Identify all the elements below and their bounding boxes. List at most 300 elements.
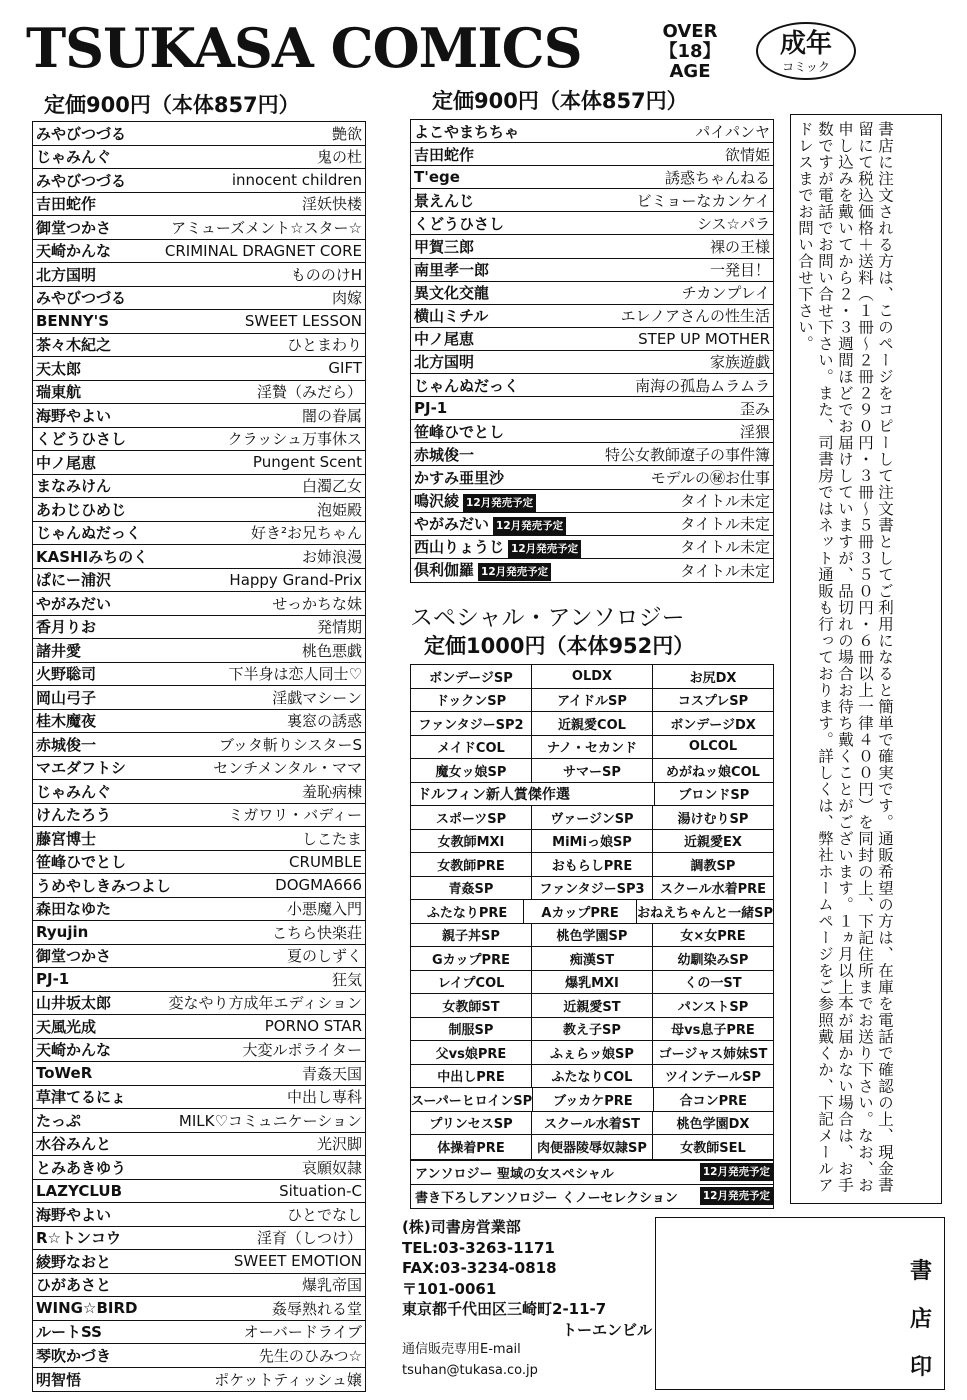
author-name: じゃみんぐ — [36, 148, 112, 167]
book-title: 発情期 — [316, 618, 362, 637]
author-name-text: 西山りょうじ — [414, 537, 505, 556]
anthology-cell: ゴージャス姉妹ST — [658, 1046, 768, 1062]
book-title: Happy Grand-Prix — [229, 570, 362, 589]
author-name — [414, 375, 519, 396]
author-name: ぱにー浦沢 — [36, 571, 112, 590]
anthology-cell: 女教師ST — [411, 994, 532, 1017]
anthology-cell: 痴漢ST — [532, 947, 653, 970]
book-title: タイトル未定 — [680, 538, 770, 557]
title-row — [411, 351, 773, 374]
anthology-cell: サマーSP — [532, 759, 653, 782]
anthology-cell: OLCOL — [688, 739, 738, 755]
author-name — [414, 168, 460, 186]
author-name — [414, 421, 504, 442]
title-row — [33, 1062, 365, 1086]
title-row — [33, 898, 365, 922]
title-row — [33, 216, 365, 240]
title-row — [411, 120, 773, 143]
book-title: こちら快楽荘 — [271, 923, 362, 942]
author-name: くどうひさし — [36, 430, 127, 449]
author-name: 御堂つかさ — [36, 218, 112, 237]
author-name-text: 鳴沢綾 — [414, 491, 460, 510]
anthology-row — [411, 971, 773, 995]
title-row — [33, 475, 365, 499]
author-name: マエダフトシ — [36, 759, 127, 778]
title-row — [33, 522, 365, 546]
author-name: たっぷ — [36, 1111, 82, 1130]
anthology-item — [411, 1161, 773, 1185]
author-name: 吉田蛇作 — [36, 195, 97, 214]
book-title: オーバードライブ — [243, 1323, 362, 1342]
anthology-cell: 合コンPRE — [679, 1093, 748, 1109]
author-name-text: 異文化交龍 — [414, 284, 490, 303]
book-title: 中出し専科 — [286, 1088, 362, 1107]
tel: TEL:03-3263-1171 — [402, 1238, 555, 1257]
age-rating-line: AGE — [669, 61, 711, 82]
anthology-cell: 女×女PRE — [680, 929, 746, 945]
author-name: けんたろう — [36, 806, 112, 825]
age-rating — [642, 22, 738, 82]
anthology-cell: 肉便器陵辱奴隷SP — [532, 1135, 653, 1159]
anthology-row — [411, 994, 773, 1018]
title-row — [411, 189, 773, 212]
author-name: 桂木魔夜 — [36, 712, 97, 731]
title-row — [33, 1250, 365, 1274]
book-title: PORNO STAR — [264, 1017, 362, 1036]
title-row — [411, 282, 773, 305]
book-title: エレノアさんの性生活 — [620, 307, 770, 326]
anthology-row — [411, 900, 773, 924]
book-title: 鬼の杜 — [316, 148, 362, 167]
author-name: 茶々木紀之 — [36, 336, 112, 355]
author-name-text: 北方国明 — [414, 353, 475, 372]
book-title: SWEET LESSON — [244, 312, 362, 331]
anthology-row — [411, 1018, 773, 1042]
release-badge: 12月発売予定 — [478, 563, 551, 581]
anthology-row — [411, 1088, 773, 1112]
email-label: 通信販売専用E-mail — [402, 1342, 521, 1357]
title-row — [411, 490, 773, 513]
book-title: 好き²お兄ちゃん — [250, 524, 362, 543]
author-name-text: よこやまちちゃ — [414, 122, 520, 141]
book-title: Situation-C — [279, 1181, 362, 1200]
anthology-cell: メイドCOL — [411, 736, 532, 759]
anthology-cell: ファンタジーSP2 — [411, 712, 532, 735]
release-badge: 12月発売予定 — [700, 1163, 773, 1181]
contact-info — [402, 1217, 652, 1381]
title-row — [33, 310, 365, 334]
title-row — [33, 569, 365, 593]
title-row — [33, 592, 365, 616]
special-anthology-grid — [410, 664, 774, 1160]
book-title: SWEET EMOTION — [233, 1252, 362, 1271]
anthology-cell: 親子丼SP — [411, 924, 532, 947]
author-name: 海野やよい — [36, 1205, 112, 1224]
book-title: 小悪魔入門 — [286, 900, 362, 919]
title-row — [33, 334, 365, 358]
author-name-text: 横山ミチル — [414, 307, 489, 326]
title-row — [33, 804, 365, 828]
title-row — [33, 1015, 365, 1039]
book-title: 変なやり方成年エディション — [168, 994, 362, 1013]
author-name: Ryujin — [36, 923, 89, 942]
book-title: せっかちな妹 — [272, 594, 362, 613]
anthology-cell: 体操着PRE — [411, 1135, 532, 1159]
title-row — [33, 498, 365, 522]
author-name — [414, 305, 488, 326]
anthology-cell: 魔女ッ娘SP — [411, 759, 532, 782]
author-name — [414, 399, 447, 417]
title-row — [33, 780, 365, 804]
author-name: 赤城俊一 — [36, 735, 97, 754]
author-name: ルートSS — [36, 1323, 102, 1342]
anthology-row — [411, 1135, 773, 1159]
anthology-cell: おもらしPRE — [532, 853, 653, 876]
order-notice-text: 書店に注文される方は、このページをコピーして注文書としてご利用になると簡単で確実です。通販希望の方は、在庫を電話で確認の上、現金書留にて税込価格＋送料（１冊〜２冊２９０円・３冊〜５冊３５０円・６冊以上一律４００円）を同封の上、下記住所までお送り下さい。なお、お申し込みを戴いてから２・３週間ほどでお届けしていますが、品切れの場合お待ち戴くことがございます。１ヵ月以上本が届かない場合は、お手数ですが電話でお問い合せ下さい。また、司書房ではネット通販も行っております。詳しくは、弊社ホームページをご参照戴くか、下記メールアドレスまでお問い合せ下さい。 — [796, 121, 894, 1194]
author-name: 山井坂太郎 — [36, 994, 112, 1013]
title-row — [33, 240, 365, 264]
title-row — [33, 357, 365, 381]
book-title: STEP UP MOTHER — [638, 329, 770, 348]
anthology-cell: ボンデージSP — [411, 665, 532, 688]
book-title: 闇の眷属 — [301, 406, 362, 425]
book-title: お姉浪漫 — [301, 547, 362, 566]
book-title: Pungent Scent — [252, 453, 362, 472]
title-row — [33, 451, 365, 475]
title-row — [411, 305, 773, 328]
title-row — [411, 420, 773, 443]
anthology-cell: アイドルSP — [532, 689, 653, 712]
anthology-cell: 父vs娘PRE — [411, 1041, 532, 1064]
book-title: ビミョーなカンケイ — [636, 191, 770, 210]
author-name: 天風光成 — [36, 1017, 97, 1036]
book-title: 肉嫁 — [331, 289, 362, 308]
brand-title: TSUKASA COMICS — [26, 16, 582, 80]
title-row — [33, 851, 365, 875]
release-badge: 12月発売予定 — [700, 1187, 773, 1205]
author-name: 笹峰ひでとし — [36, 853, 127, 872]
author-name: 明智悟 — [36, 1370, 82, 1389]
price-left: 定価900円（本体857円） — [44, 93, 300, 117]
author-name-text: かすみ亜里沙 — [414, 468, 505, 487]
title-row — [33, 874, 365, 898]
anthology-cell: パンストSP — [677, 999, 749, 1015]
title-row — [33, 1274, 365, 1298]
book-title: 姦辱熟れる堂 — [271, 1299, 362, 1318]
special-price: 定価1000円（本体952円） — [424, 634, 695, 658]
title-row — [33, 686, 365, 710]
title-row — [411, 259, 773, 282]
book-title: 泡姫殿 — [316, 500, 362, 519]
anthology-row — [411, 924, 773, 948]
book-title: 誘惑ちゃんねる — [664, 168, 770, 187]
book-title: 白濁乙女 — [301, 477, 362, 496]
anthology-row — [411, 853, 773, 877]
author-name: あわじひめじ — [36, 500, 127, 519]
anthology-row — [411, 1041, 773, 1065]
anthology-title: 書き下ろしアンソロジー くノーセレクション — [415, 1190, 678, 1206]
author-name: PJ-1 — [36, 970, 70, 989]
author-name: 北方国明 — [36, 265, 97, 284]
anthology-cell: ツインテールSP — [665, 1070, 761, 1086]
author-name-text: 南里孝一郎 — [414, 261, 490, 280]
author-name: 火野聡司 — [36, 665, 97, 684]
anthology-row — [411, 759, 773, 783]
anthology-cell: ドルフィン新人賞傑作選 — [411, 783, 655, 806]
author-name: みやびつづる — [36, 124, 127, 143]
anthology-list — [410, 1160, 774, 1209]
title-row — [411, 328, 773, 351]
book-title: ミガワリ・バディー — [228, 806, 362, 825]
anthology-cell: 女教師MXI — [411, 830, 532, 853]
author-name: 瑞東航 — [36, 383, 82, 402]
title-row — [33, 1344, 365, 1368]
title-row — [33, 287, 365, 311]
author-name — [414, 328, 474, 349]
title-row — [33, 1180, 365, 1204]
release-badge: 12月発売予定 — [508, 540, 581, 558]
anthology-cell: ブロンドSP — [678, 788, 750, 804]
title-row — [33, 1086, 365, 1110]
adult-sub-label: コミック — [782, 60, 830, 74]
author-name-text: PJ-1 — [414, 399, 448, 418]
author-name — [414, 213, 504, 234]
book-title: CRIMINAL DRAGNET CORE — [164, 241, 362, 260]
title-row — [33, 1203, 365, 1227]
title-row — [33, 1133, 365, 1157]
anthology-row — [411, 947, 773, 971]
author-name — [414, 490, 536, 512]
title-row — [33, 1039, 365, 1063]
book-title: 爆乳帝国 — [301, 1276, 362, 1295]
title-row — [33, 663, 365, 687]
title-row — [33, 827, 365, 851]
book-title: 一発目！ — [709, 261, 770, 280]
anthology-cell: GカップPRE — [411, 947, 532, 970]
anthology-cell: 桃色学園DX — [676, 1117, 750, 1133]
title-row — [33, 1297, 365, 1321]
book-title: 淫贄（みだら） — [256, 383, 362, 402]
book-title: タイトル未定 — [680, 561, 770, 580]
book-title: 南海の孤島ムラムラ — [635, 376, 770, 395]
age-rating-line: 【18】 — [659, 41, 721, 62]
author-name: KASHIみちのく — [36, 547, 149, 566]
email: tsuhan@tukasa.co.jp — [402, 1362, 538, 1378]
author-name-text: 中ノ尾恵 — [414, 330, 475, 349]
author-name: やがみだい — [36, 594, 112, 613]
anthology-cell: ナノ・セカンド — [532, 736, 653, 759]
author-name-text: 倶利伽羅 — [414, 561, 475, 580]
anthology-cell: ブッカケPRE — [533, 1088, 653, 1111]
book-title: GIFT — [328, 359, 362, 378]
anthology-cell: 近親愛EX — [684, 835, 742, 851]
book-title: タイトル未定 — [680, 515, 770, 534]
title-row — [33, 945, 365, 969]
author-name: 諸井愛 — [36, 641, 82, 660]
anthology-cell: ふぇらッ娘SP — [532, 1041, 653, 1064]
author-name-text: やがみだい — [414, 514, 490, 533]
title-row — [33, 1321, 365, 1345]
title-row — [411, 143, 773, 166]
title-row — [33, 968, 365, 992]
book-title: 桃色悪戯 — [301, 641, 362, 660]
title-row — [33, 639, 365, 663]
author-name — [414, 282, 489, 303]
author-name: 岡山弓子 — [36, 688, 97, 707]
anthology-row — [411, 736, 773, 760]
anthology-row — [411, 689, 773, 713]
title-row — [33, 1109, 365, 1133]
anthology-row — [411, 877, 773, 901]
book-title: 淫育（しつけ） — [256, 1229, 362, 1248]
author-name: じゃんぬだっく — [36, 524, 142, 543]
address-building: トーエンビル — [561, 1320, 652, 1339]
anthology-cell: 桃色学園SP — [532, 924, 653, 947]
author-name-text: 吉田蛇作 — [414, 145, 475, 164]
anthology-cell: 中出しPRE — [411, 1065, 532, 1088]
anthology-row — [411, 830, 773, 854]
author-name: 天太郎 — [36, 359, 82, 378]
book-title: 大変ルポライター — [242, 1041, 362, 1060]
book-title: タイトル未定 — [680, 492, 770, 511]
title-row — [33, 1227, 365, 1251]
anthology-cell: プリンセスSP — [411, 1112, 532, 1135]
adult-comic-badge — [756, 22, 856, 80]
anthology-cell: 教え子SP — [532, 1018, 653, 1041]
anthology-cell: 近親愛COL — [532, 712, 653, 735]
title-row — [33, 921, 365, 945]
anthology-cell: ふたなりCOL — [532, 1065, 653, 1088]
book-title: 淫妖快楼 — [301, 195, 362, 214]
title-row — [411, 374, 773, 397]
fax: FAX:03-3234-0818 — [402, 1259, 557, 1277]
title-row — [33, 616, 365, 640]
bookstore-stamp-box — [655, 1217, 945, 1390]
book-title: チカンプレイ — [681, 284, 770, 303]
anthology-cell: めがねッ娘COL — [666, 764, 760, 780]
anthology-cell: お尻DX — [689, 670, 737, 686]
author-name-text: くどうひさし — [414, 214, 505, 233]
author-name — [414, 559, 551, 581]
author-name: ToWeR — [36, 1064, 93, 1083]
author-name: LAZYCLUB — [36, 1181, 123, 1200]
company-name: (株)司書房営業部 — [402, 1218, 521, 1236]
title-row — [33, 169, 365, 193]
title-row — [33, 710, 365, 734]
book-title: パイパンヤ — [695, 122, 770, 141]
book-title: 淫戯マシーン — [272, 688, 362, 707]
book-title: 羞恥病棟 — [301, 782, 362, 801]
author-name — [414, 444, 474, 465]
anthology-cell: スポーツSP — [411, 806, 532, 829]
anthology-cell: ファンタジーSP3 — [532, 877, 653, 900]
author-name — [414, 513, 566, 535]
address-line: 東京都千代田区三崎町2-11-7 — [402, 1300, 607, 1318]
author-name: ひがあさと — [36, 1276, 112, 1295]
anthology-cell: レイプCOL — [411, 971, 532, 994]
price-middle: 定価900円（本体857円） — [432, 89, 688, 113]
title-row — [33, 146, 365, 170]
book-title: 光沢脚 — [316, 1135, 362, 1154]
book-title: 特公女教師遼子の事件簿 — [604, 445, 770, 464]
book-title: 欲情姫 — [724, 145, 770, 164]
book-title: アミューズメント☆スター☆ — [171, 218, 362, 237]
author-name: WING☆BIRD — [36, 1299, 138, 1318]
anthology-cell: MiMiっ娘SP — [532, 830, 653, 853]
title-row — [33, 381, 365, 405]
author-name: 中ノ尾恵 — [36, 453, 97, 472]
anthology-row — [411, 1065, 773, 1089]
author-name: 水谷みんと — [36, 1135, 112, 1154]
book-title: 艶欲 — [331, 124, 362, 143]
book-title: 下半身は恋人同士♡ — [228, 665, 362, 684]
author-name: 綾野なおと — [36, 1252, 112, 1271]
book-title: 先生のひみつ☆ — [258, 1346, 362, 1365]
anthology-cell: 湯けむりSP — [677, 811, 749, 827]
book-title: innocent children — [231, 171, 362, 190]
anthology-row — [411, 665, 773, 689]
anthology-cell: スーパーヒロインSP — [411, 1088, 533, 1111]
special-anthology-title: スペシャル・アンソロジー — [410, 605, 685, 631]
title-row — [33, 193, 365, 217]
book-title: シス☆パラ — [697, 214, 770, 233]
anthology-cell: おねえちゃんと一緒SP — [637, 905, 773, 921]
anthology-cell: ヴァージンSP — [532, 806, 653, 829]
author-name-text: T'ege — [414, 168, 460, 187]
author-name: 森田なゆた — [36, 900, 112, 919]
title-row — [33, 1368, 365, 1392]
anthology-cell: スクール水着PRE — [659, 882, 767, 898]
release-badge: 12月発売予定 — [493, 517, 566, 535]
author-name-text: 甲賀三郎 — [414, 238, 475, 257]
title-row — [411, 166, 773, 189]
author-name — [414, 259, 489, 280]
book-title: ポケットティッシュ嬢 — [214, 1370, 362, 1389]
author-name: みやびつづる — [36, 289, 127, 308]
title-row — [411, 235, 773, 258]
anthology-row — [411, 1112, 773, 1136]
author-name — [414, 190, 474, 211]
anthology-cell: コスプレSP — [677, 694, 749, 710]
anthology-cell: ドックンSP — [411, 689, 532, 712]
book-title: DOGMA666 — [275, 876, 362, 895]
book-title: 淫猥 — [739, 422, 770, 441]
left-title-list — [32, 121, 366, 1392]
anthology-cell: ボンデージDX — [670, 717, 756, 733]
anthology-cell: 爆乳MXI — [532, 971, 653, 994]
title-row — [33, 733, 365, 757]
title-row — [33, 757, 365, 781]
author-name-text: 笹峰ひでとし — [414, 422, 505, 441]
author-name-text: 赤城俊一 — [414, 445, 475, 464]
author-name: R☆トンコウ — [36, 1229, 121, 1248]
anthology-item — [411, 1185, 773, 1209]
book-title: 夏のしずく — [286, 947, 362, 966]
anthology-title: アンソロジー 聖域の女スペシャル — [415, 1166, 614, 1182]
anthology-row — [411, 783, 773, 807]
author-name — [414, 236, 474, 257]
author-name: まなみけん — [36, 477, 112, 496]
anthology-cell: ふたなりPRE — [411, 900, 524, 923]
anthology-row — [411, 806, 773, 830]
title-row — [411, 466, 773, 489]
anthology-cell: AカップPRE — [524, 900, 637, 923]
book-title: クラッシュ万事休ス — [227, 430, 362, 449]
anthology-row — [411, 712, 773, 736]
author-name: 琴吹かづき — [36, 1346, 112, 1365]
book-title: 狂気 — [331, 970, 362, 989]
middle-title-list — [410, 119, 774, 583]
